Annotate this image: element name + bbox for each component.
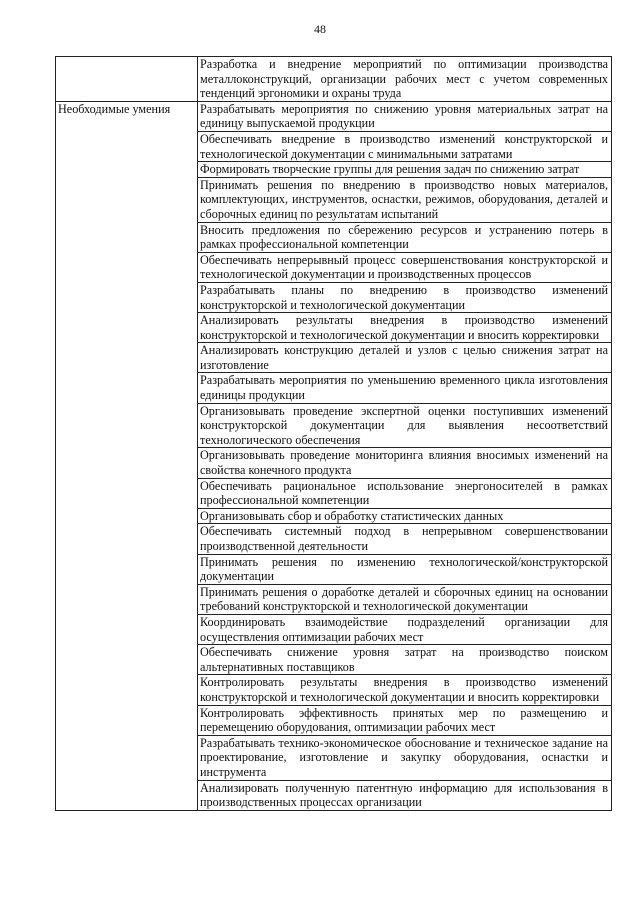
skill-item-cell: Координировать взаимодействие подразделений организации для осуществления оптимизации рабочих мест: [198, 614, 612, 644]
skill-item-cell: Разрабатывать мероприятия по снижению уровня материальных затрат на единицу выпускаемой продукции: [198, 101, 612, 131]
skill-item-cell: Формировать творческие группы для решения задач по снижению затрат: [198, 162, 612, 178]
skill-item-cell: Разрабатывать планы по внедрению в производство изменений конструкторской и технологической документации: [198, 282, 612, 312]
requirements-table-body: [56, 57, 612, 811]
skill-item-cell: Организовывать сбор и обработку статистических данных: [198, 508, 612, 524]
skill-item-cell: Анализировать полученную патентную информацию для использования в производственных процессах организации: [198, 780, 612, 810]
skill-item-cell: Принимать решения по внедрению в производство новых материалов, комплектующих, инструментов, оснастки, режимов, оборудования, деталей и сборочных единиц по результатам испытаний: [198, 177, 612, 222]
requirements-table: [55, 56, 612, 811]
skill-item-cell: Принимать решения по изменению технологической/конструкторской документации: [198, 554, 612, 584]
skills-category-cell: Необходимые умения: [56, 101, 198, 810]
skill-item-cell: Вносить предложения по сбережению ресурсов и устранению потерь в рамках профессиональной компетенции: [198, 222, 612, 252]
skill-item-cell: Принимать решения о доработке деталей и сборочных единиц на основании требований конструкторской и технологической документации: [198, 584, 612, 614]
skill-item-cell: Обеспечивать непрерывный процесс совершенствования конструкторской и технологической документации и производственных процессов: [198, 252, 612, 282]
skill-item-cell: Разрабатывать мероприятия по уменьшению временного цикла изготовления единицы продукции: [198, 373, 612, 403]
skill-item-cell: Обеспечивать внедрение в производство изменений конструкторской и технологической документации с минимальными затратами: [198, 131, 612, 161]
skills-table-container: [55, 56, 612, 811]
skill-item-cell: Обеспечивать системный подход в непрерывном совершенствовании производственной деятельности: [198, 524, 612, 554]
skill-item-cell: Контролировать результаты внедрения в производство изменений конструкторской и технологической документации и вносить корректировки: [198, 675, 612, 705]
empty-category-cell: [56, 57, 198, 102]
skill-item-cell: Обеспечивать рациональное использование энергоносителей в рамках профессиональной компетенции: [198, 478, 612, 508]
skill-item-cell: Разрабатывать технико-экономическое обоснование и техническое задание на проектирование, изготовление и закупку оборудования, оснастки и инструмента: [198, 735, 612, 780]
skill-item-cell: Организовывать проведение экспертной оценки поступивших изменений конструкторской документации для выявления несоответствий технологического обеспечения: [198, 403, 612, 448]
table-row: [56, 101, 612, 131]
table-row: [56, 57, 612, 102]
skill-item-cell: Обеспечивать снижение уровня затрат на производство поиском альтернативных поставщиков: [198, 645, 612, 675]
activity-item-cell: Разработка и внедрение мероприятий по оптимизации производства металлоконструкций, организации рабочих мест с учетом современных тенденций эргономики и охраны труда: [198, 57, 612, 102]
skill-item-cell: Анализировать конструкцию деталей и узлов с целью снижения затрат на изготовление: [198, 343, 612, 373]
skill-item-cell: Организовывать проведение мониторинга влияния вносимых изменений на свойства конечного продукта: [198, 448, 612, 478]
skill-item-cell: Контролировать эффективность принятых мер по размещению и перемещению оборудования, оптимизации рабочих мест: [198, 705, 612, 735]
page-number: 48: [314, 22, 326, 36]
skill-item-cell: Анализировать результаты внедрения в производство изменений конструкторской и технологической документации и вносить корректировки: [198, 313, 612, 343]
